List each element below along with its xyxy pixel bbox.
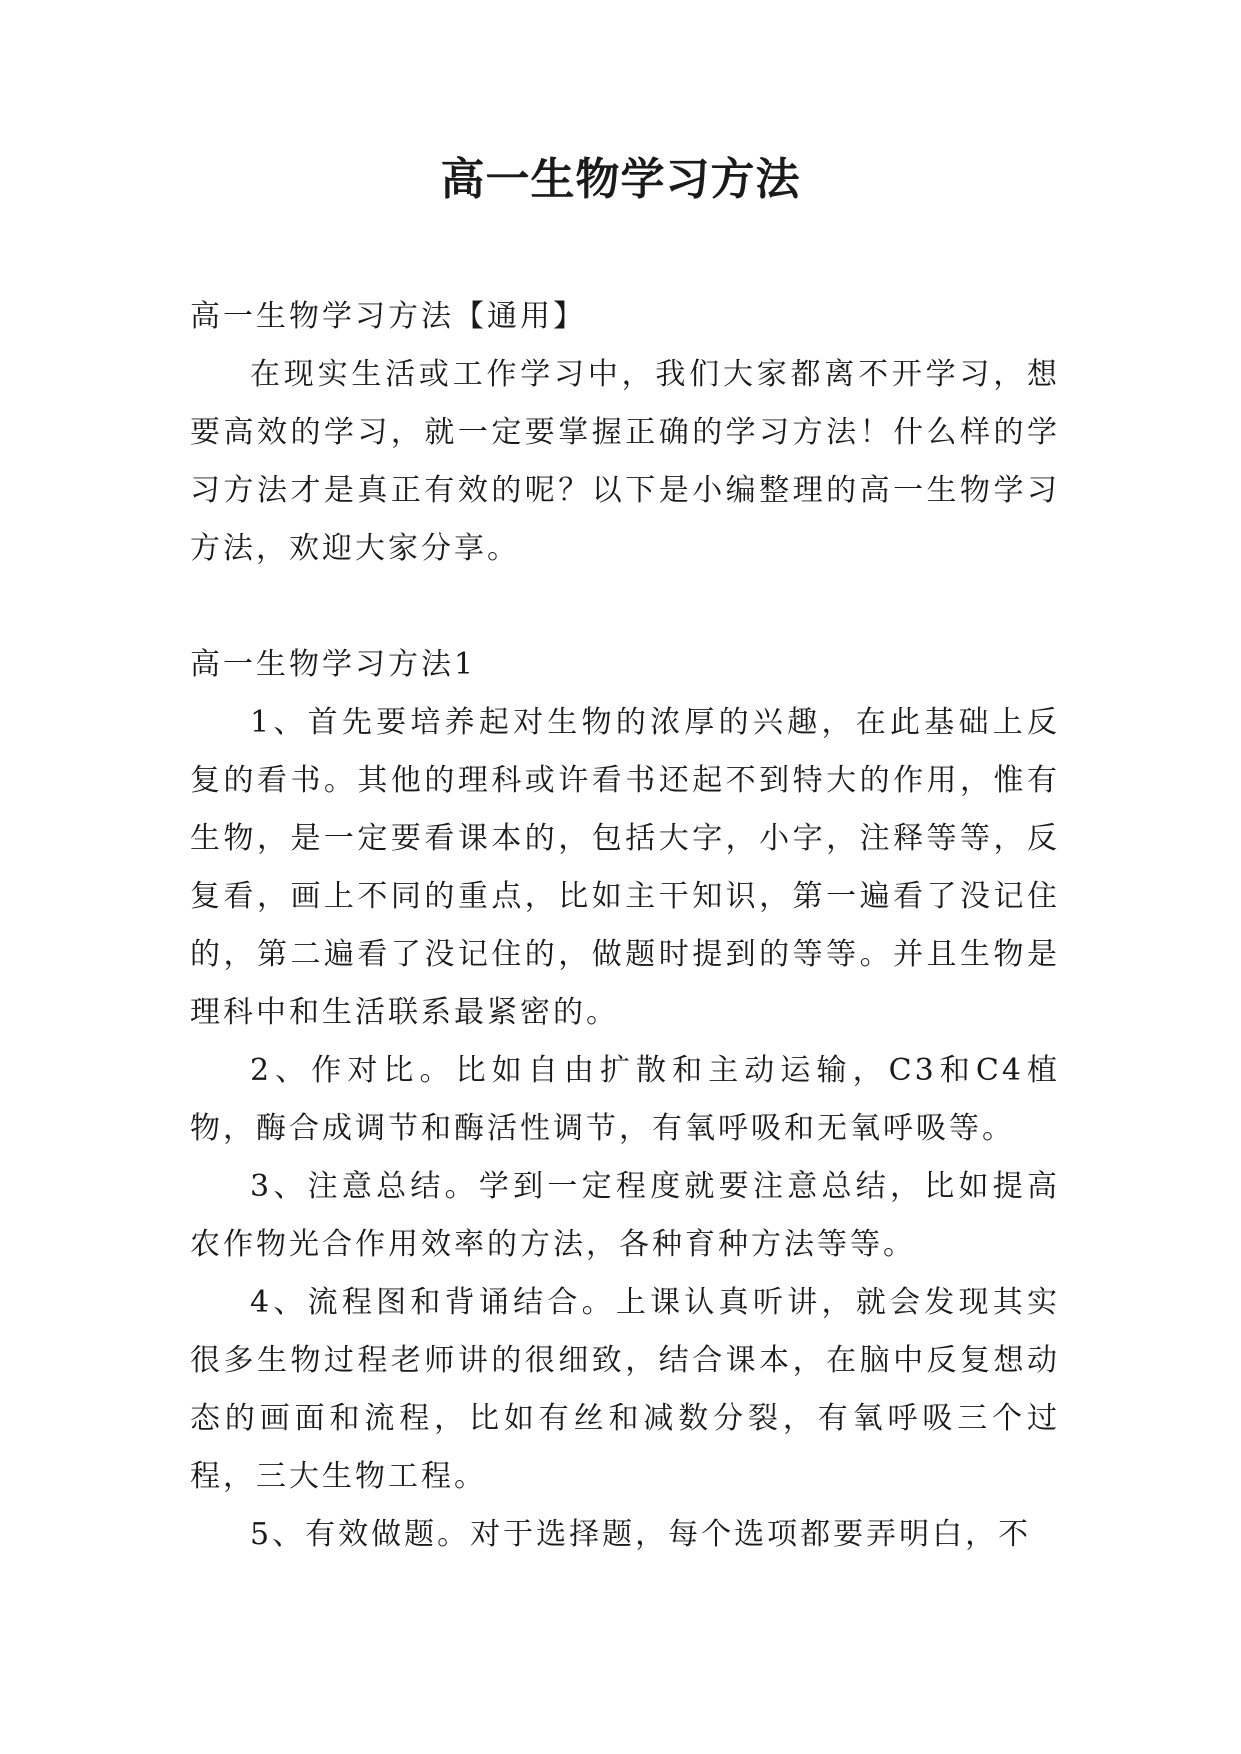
list-item-paragraph: 2、作对比。比如自由扩散和主动运输，C3和C4植物，酶合成调节和酶活性调节，有氧呼吸和无氧呼吸等。	[190, 1053, 1060, 1146]
list-item-paragraph: 3、注意总结。学到一定程度就要注意总结，比如提高农作物光合作用效率的方法，各种育种方法等等。	[190, 1169, 1060, 1262]
list-item-paragraph: 4、流程图和背诵结合。上课认真听讲，就会发现其实很多生物过程老师讲的很细致，结合课本，在脑中反复想动态的画面和流程，比如有丝和减数分裂，有氧呼吸三个过程，三大生物工程。	[190, 1285, 1060, 1494]
list-item-paragraph: 5、有效做题。对于选择题，每个选项都要弄明白，不	[250, 1517, 1032, 1552]
document-title: 高一生物学习方法	[440, 154, 801, 205]
document-subtitle: 高一生物学习方法【通用】	[190, 299, 586, 334]
section-spacer	[190, 578, 1060, 636]
intro-paragraph: 在现实生活或工作学习中，我们大家都离不开学习，想要高效的学习，就一定要掌握正确的学习方法！什么样的学习方法才是真正有效的呢？以下是小编整理的高一生物学习方法，欢迎大家分享。	[190, 357, 1060, 566]
section-heading: 高一生物学习方法1	[190, 647, 477, 682]
document-body	[190, 288, 1060, 1564]
list-item-paragraph: 1、首先要培养起对生物的浓厚的兴趣，在此基础上反复的看书。其他的理科或许看书还起不到特大的作用，惟有生物，是一定要看课本的，包括大字，小字，注释等等，反复看，画上不同的重点，比如主干知识，第一遍看了没记住的，第二遍看了没记住的，做题时提到的等等。并且生物是理科中和生活联系最紧密的。	[190, 705, 1060, 1030]
